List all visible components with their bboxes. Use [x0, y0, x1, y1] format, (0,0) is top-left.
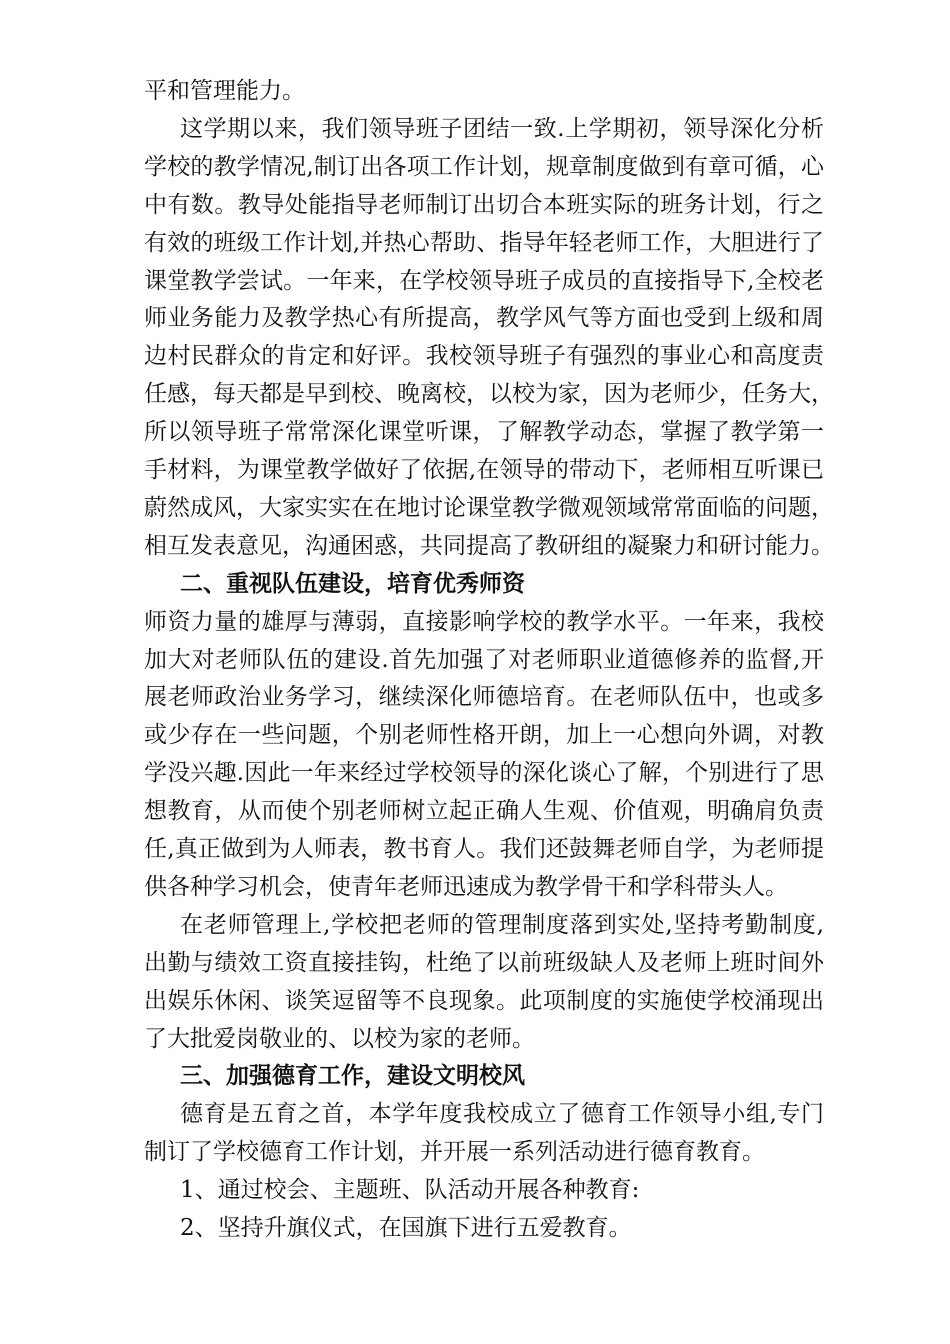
text-line: 有效的班级工作计划,并热心帮助、指导年轻老师工作，大胆进行了	[144, 229, 824, 256]
text-line: 师资力量的雄厚与薄弱，直接影响学校的教学水平。一年来，我校	[144, 608, 824, 635]
text-line: 或少存在一些问题，个别老师性格开朗，加上一心想向外调，对教	[144, 722, 824, 749]
text-line: 师业务能力及教学热心有所提高，教学风气等方面也受到上级和周	[144, 305, 824, 332]
text-line: 供各种学习机会，使青年老师迅速成为教学骨干和学科带头人。	[144, 873, 788, 900]
text-line: 边村民群众的肯定和好评。我校领导班子有强烈的事业心和高度责	[144, 343, 824, 370]
text-line: 所以领导班子常常深化课堂听课，了解教学动态，掌握了教学第一	[144, 419, 824, 446]
text-line: 任感，每天都是早到校、晚离校，以校为家，因为老师少，任务大，	[144, 381, 834, 408]
text-line: 1、通过校会、主题班、队活动开展各种教育:	[180, 1177, 640, 1204]
text-line: 学校的教学情况,制订出各项工作计划，规章制度做到有章可循，心	[144, 153, 824, 180]
text-line: 了大批爱岗敬业的、以校为家的老师。	[144, 1025, 535, 1052]
text-line: 这学期以来，我们领导班子团结一致.上学期初，领导深化分析	[180, 115, 824, 142]
text-line: 出勤与绩效工资直接挂钩，杜绝了以前班级缺人及老师上班时间外	[144, 949, 824, 976]
text-line: 平和管理能力。	[144, 78, 305, 104]
text-line: 相互发表意见，沟通困惑，共同提高了教研组的凝聚力和研讨能力。	[144, 532, 834, 559]
text-line: 出娱乐休闲、谈笑逗留等不良现象。此项制度的实施使学校涌现出	[144, 987, 824, 1014]
section-heading: 三、加强德育工作，建设文明校风	[180, 1062, 525, 1090]
text-line: 德育是五育之首，本学年度我校成立了德育工作领导小组,专门	[180, 1101, 824, 1128]
text-line: 学没兴趣.因此一年来经过学校领导的深化谈心了解，个别进行了思	[144, 760, 824, 787]
text-line: 课堂教学尝试。一年来，在学校领导班子成员的直接指导下,全校老	[144, 267, 824, 294]
text-line: 任,真正做到为人师表，教书育人。我们还鼓舞老师自学，为老师提	[144, 836, 824, 862]
text-line: 中有数。教导处能指导老师制订出切合本班实际的班务计划，行之	[144, 191, 824, 218]
text-line: 2、坚持升旗仪式，在国旗下进行五爱教育。	[180, 1215, 632, 1241]
text-line: 手材料，为课堂教学做好了依据,在领导的带动下，老师相互听课已	[144, 457, 824, 483]
text-line: 制订了学校德育工作计划，并开展一系列活动进行德育教育。	[144, 1139, 765, 1166]
text-line: 展老师政治业务学习，继续深化师德培育。在老师队伍中，也或多	[144, 684, 824, 711]
text-line: 想教育，从而使个别老师树立起正确人生观、价值观，明确肩负责	[144, 798, 824, 825]
section-heading: 二、重视队伍建设，培育优秀师资	[180, 569, 525, 597]
text-line: 加大对老师队伍的建设.首先加强了对老师职业道德修养的监督,开	[144, 646, 824, 673]
text-line: 在老师管理上,学校把老师的管理制度落到实处,坚持考勤制度,	[180, 911, 824, 938]
text-line: 蔚然成风，大家实实在在地讨论课堂教学微观领域常常面临的问题，	[144, 494, 834, 521]
